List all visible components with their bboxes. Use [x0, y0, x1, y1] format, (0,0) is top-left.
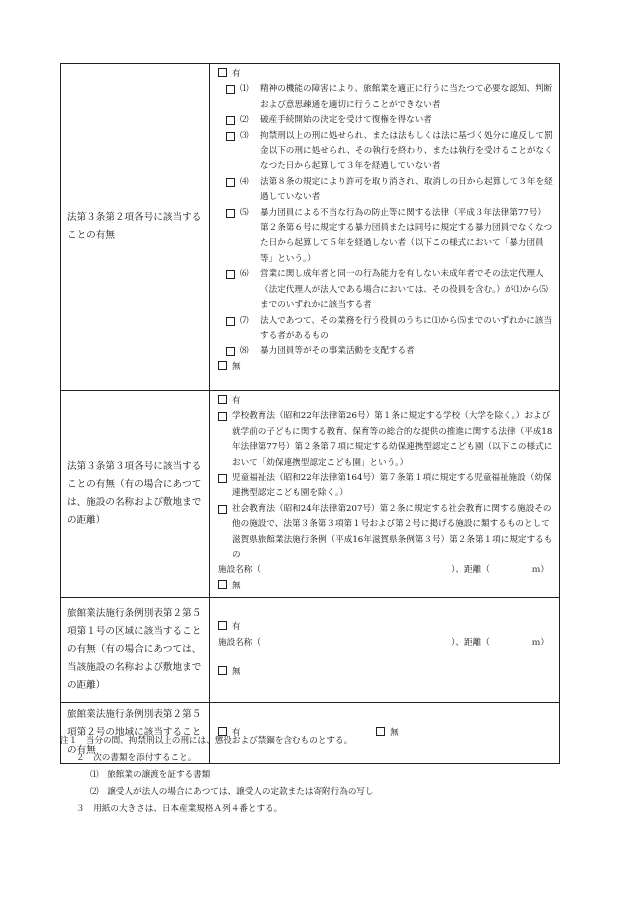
distance-field[interactable]: ）、距離（ [451, 637, 490, 648]
checkbox-icon[interactable] [218, 412, 227, 421]
facility-name-field[interactable]: 施設名称（ [218, 637, 261, 648]
checkbox-icon[interactable] [226, 116, 235, 125]
checkbox-icon[interactable] [218, 505, 227, 514]
row2-item-3[interactable]: 社会教育法（昭和24年法律第207号）第２条に規定する社会教育に関する施設その他の施設で、法第３条第３項第１号および第２号に掲げる施設に類するものとして滋賀県旅館業法施行条例（平成16年滋賀県条例第３号）第２条第１項に規定するもの [218, 502, 553, 564]
distance-field[interactable]: ）、距離（ [451, 565, 490, 576]
row2-yes-option[interactable]: 有 [218, 394, 553, 409]
row2-item-1[interactable]: 学校教育法（昭和22年法律第26号）第１条に規定する学校（大学を除く。）および就学前の子どもに関する教育、保育等の総合的な提供の推進に関する法律（平成18年法律第77号）第２条第７項に規定する幼保連携型認定こども園（以下この様式において「幼保連携型認定こども園」という。） [218, 409, 553, 471]
checkbox-icon[interactable] [218, 68, 227, 77]
row3-content [210, 598, 560, 703]
checkbox-icon[interactable] [218, 474, 227, 483]
row-article3-para3 [61, 391, 560, 598]
row1-content [210, 64, 560, 391]
row3-no-option[interactable]: 無 [218, 665, 553, 680]
row1-no-option[interactable]: 無 [218, 360, 553, 375]
checkbox-icon[interactable] [226, 132, 235, 141]
row1-yes-option[interactable]: 有 [218, 67, 553, 82]
row4-yes-option[interactable]: 有 [218, 728, 241, 738]
row1-item-5[interactable]: ⑸ 暴力団員による不当な行為の防止等に関する法律（平成３年法律第77号）第２条第６号に規定する暴力団員または同号に規定する暴力団員でなくなつた日から起算して５年を経過しない者（以下この様式において「暴力団員等」という。） [218, 206, 553, 268]
row1-item-4[interactable]: ⑷ 法第８条の規定により許可を取り消され、取消しの日から起算して３年を経過していない者 [218, 175, 553, 206]
note-2-item-2: ⑵ 譲受人が法人の場合にあつては、譲受人の定款または寄附行為の写し [90, 787, 374, 797]
row2-facility-line: 施設名称（ ）、距離（ ｍ） [218, 563, 553, 578]
row1-item-6[interactable]: ⑹ 営業に関し成年者と同一の行為能力を有しない未成年者でその法定代理人（法定代理人が法人である場合においては、その役員を含む。）が⑴から⑸までのいずれかに該当する者 [218, 267, 553, 313]
checkbox-icon[interactable] [218, 621, 227, 630]
notes-section [60, 733, 580, 818]
row-ordinance-area [61, 598, 560, 703]
row2-no-option[interactable]: 無 [218, 579, 553, 594]
checkbox-icon[interactable] [226, 209, 235, 218]
succession-form-table [60, 63, 560, 764]
checkbox-icon[interactable] [218, 361, 227, 370]
row2-content [210, 391, 560, 598]
row1-item-1[interactable]: ⑴ 精神の機能の障害により、旅館業を適正に行うに当たつて必要な認知、判断および意思疎通を適切に行うことができない者 [218, 82, 553, 113]
checkbox-icon[interactable] [226, 317, 235, 326]
row4-no-option[interactable]: 無 [376, 728, 399, 738]
row1-item-2[interactable]: ⑵ 破産手続開始の決定を受けて復権を得ない者 [218, 113, 553, 128]
row2-label: 法第３条第３項各号に該当することの有無（有の場合にあつては、施設の名称および敷地までの距離） [61, 391, 210, 598]
row1-item-8[interactable]: ⑻ 暴力団員等がその事業活動を支配する者 [218, 344, 553, 359]
row1-item-3[interactable]: ⑶ 拘禁刑以上の刑に処せられ、または法もしくは法に基づく処分に違反して罰金以下の刑に処せられ、その執行を終わり、または執行を受けることがなくなつた日から起算して３年を経過していない者 [218, 129, 553, 175]
row1-label: 法第３条第２項各号に該当することの有無 [61, 64, 210, 391]
checkbox-icon[interactable] [226, 178, 235, 187]
facility-name-field[interactable]: 施設名称（ [218, 565, 261, 576]
note-2: ２ 次の書類を添付すること。 [76, 753, 197, 763]
row3-yes-option[interactable]: 有 [218, 620, 553, 635]
note-2-item-1: ⑴ 旅館業の譲渡を証する書類 [90, 770, 211, 780]
note-3: ３ 用紙の大きさは、日本産業規格Ａ列４番とする。 [76, 804, 283, 814]
row3-label: 旅館業法施行条例別表第２第５項第１号の区域に該当することの有無（有の場合にあつては、当該施設の名称および敷地までの距離） [61, 598, 210, 703]
checkbox-icon[interactable] [226, 270, 235, 279]
checkbox-icon[interactable] [218, 580, 227, 589]
checkbox-icon[interactable] [218, 666, 227, 675]
checkbox-icon[interactable] [226, 347, 235, 356]
note-1: 注１ 当分の間、拘禁刑以上の刑には、懲役および禁錮を含むものとする。 [60, 736, 353, 746]
row2-item-2[interactable]: 児童福祉法（昭和22年法律第164号）第７条第１項に規定する児童福祉施設（幼保連携型認定こども園を除く。） [218, 471, 553, 502]
row-article3-para2 [61, 64, 560, 391]
row3-facility-line: 施設名称（ ）、距離（ ｍ） [218, 636, 553, 651]
checkbox-icon[interactable] [226, 85, 235, 94]
row1-item-7[interactable]: ⑺ 法人であつて、その業務を行う役員のうちに⑴から⑸までのいずれかに該当する者があるもの [218, 314, 553, 345]
row4-label: 旅館業法施行条例別表第２第５項第２号の地域に該当することの有無 [61, 703, 210, 764]
checkbox-icon[interactable] [218, 395, 227, 404]
